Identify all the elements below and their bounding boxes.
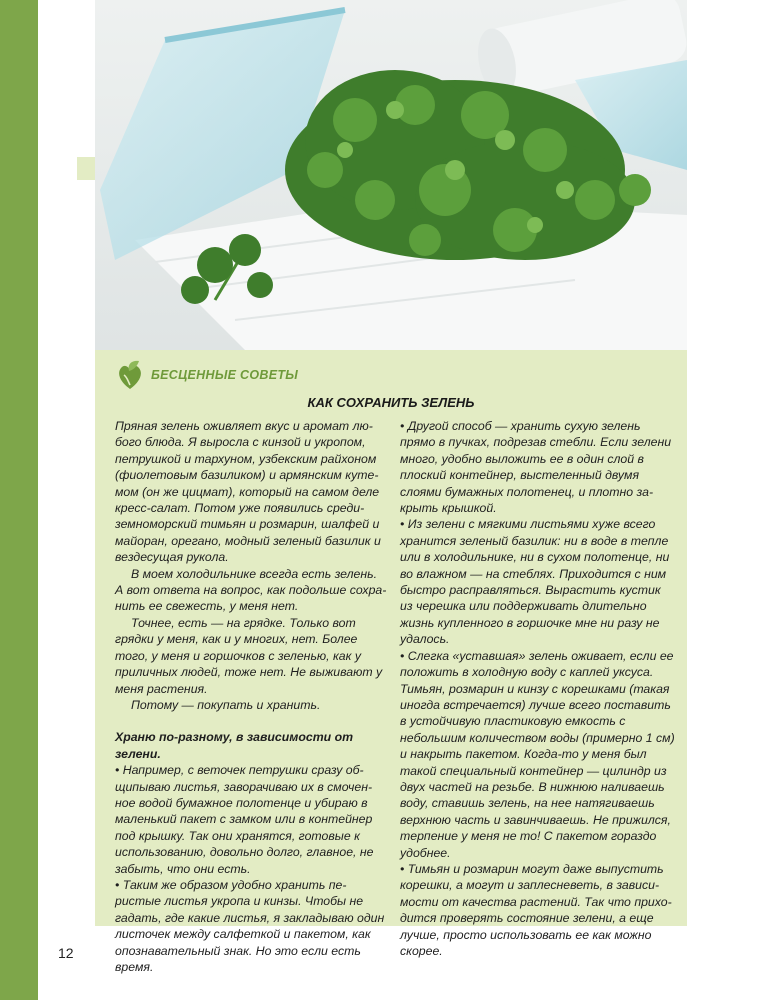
side-color-bar — [0, 0, 38, 1000]
paragraph: Точнее, есть — на грядке. Только вот грядки у меня, как и у многих, нет. Более того, у меня и горшочков с зеленью, как у приличных людей, тоже нет. Не выживают у меня растения. — [115, 615, 383, 696]
bullet-item: • Другой способ — хранить сухую зелень прямо в пучках, подрезав стебли. Если зелени много, удобно выложить ее в один слой в плоский контейнер, выстеленный двумя слоями бумажных полотенец, и плотно закрыть крышкой. — [400, 419, 672, 516]
tips-label: БЕСЦЕННЫЕ СОВЕТЫ — [151, 368, 299, 382]
intro-paragraph: Пряная зелень оживляет вкус и аромат любого блюда. Я выросла с кинзой и укропом, петрушкой и тархуном, узбекским райхоном (фиолетовым базиликом) и армянским кутемом (он же цицмат), который на самом деле кресс-салат. Потом уже появились средиземноморский тимьян и розмарин, шалфей и майоран, орегано, модный зеленый базилик и вездесущая рукола. — [115, 419, 381, 565]
page-number: 12 — [58, 945, 74, 961]
tips-box — [95, 350, 687, 974]
right-column — [400, 418, 675, 959]
bullet-item: • Таким же образом удобно хранить перистые листья укропа и кинзы. Чтобы не гадать, где какие листья, я закладываю один листочек между салфеткой и пакетом, как опознавательный знак. Но это если есть время. — [115, 877, 385, 974]
bullet-item: • Из зелени с мягкими листьями хуже всего хранится зеленый базилик: ни в воде в тепле или в холодильнике, ни в сухом полотенце, ни во влажном — на стеблях. Приходится с ним быстро расправляться. Вырастить кустик из черешка или поддерживать длительно жизнь купленного в горшочке мне ни разу не удалось. — [400, 517, 670, 647]
paragraph: В моем холодильнике всегда есть зелень. А вот ответа на вопрос, как подольше сохранить ее свежесть, у меня нет. — [115, 566, 387, 614]
parsley-photo — [95, 0, 687, 350]
bullet-item: • Слегка «уставшая» зелень оживает, если ее положить в холодную воду с каплей уксуса. Тимьян, розмарин и кинзу с корешками (такая иногда встречается) лучше всего поставить в устойчивую пластиковую емкость с небольшим количеством воды (примерно 1 см) и накрыть пакетом. Когда-то у меня был такой специальный контейнер — цилиндр из двух частей на резьбе. В нижнюю наливаешь воду, ставишь зелень, на нее натягиваешь верхнюю часть и завинчиваешь. Не прижился, терпение у меня не то! С пакетом гораздо удобнее. — [400, 648, 675, 860]
left-column — [115, 418, 387, 975]
article-title: КАК СОХРАНИТЬ ЗЕЛЕНЬ — [307, 395, 475, 410]
bullet-item: • Тимьян и розмарин могут даже выпустить корешки, а могут и заплесневеть, в зависимости от качества растений. Так что приходится проверять состояние зелени, а еще лучше, просто использовать ее как можно скорее. — [400, 861, 672, 958]
page-tab-marker — [77, 157, 95, 180]
subheading: Храню по-разному, в зависимости от зелени. — [115, 730, 354, 761]
spacer — [115, 713, 387, 729]
leaf-heart-icon — [115, 359, 145, 391]
paragraph: Потому — покупать и хранить. — [131, 697, 321, 712]
tips-header — [115, 358, 298, 392]
bullet-item: • Например, с веточек петрушки сразу общипываю листья, заворачиваю их в смоченное водой бумажное полотенце и убираю в маленький пакет с замком или в контейнер под крышку. Так они хранятся, готовые к использованию, довольно долго, главное, не забыть, что они есть. — [115, 763, 374, 876]
